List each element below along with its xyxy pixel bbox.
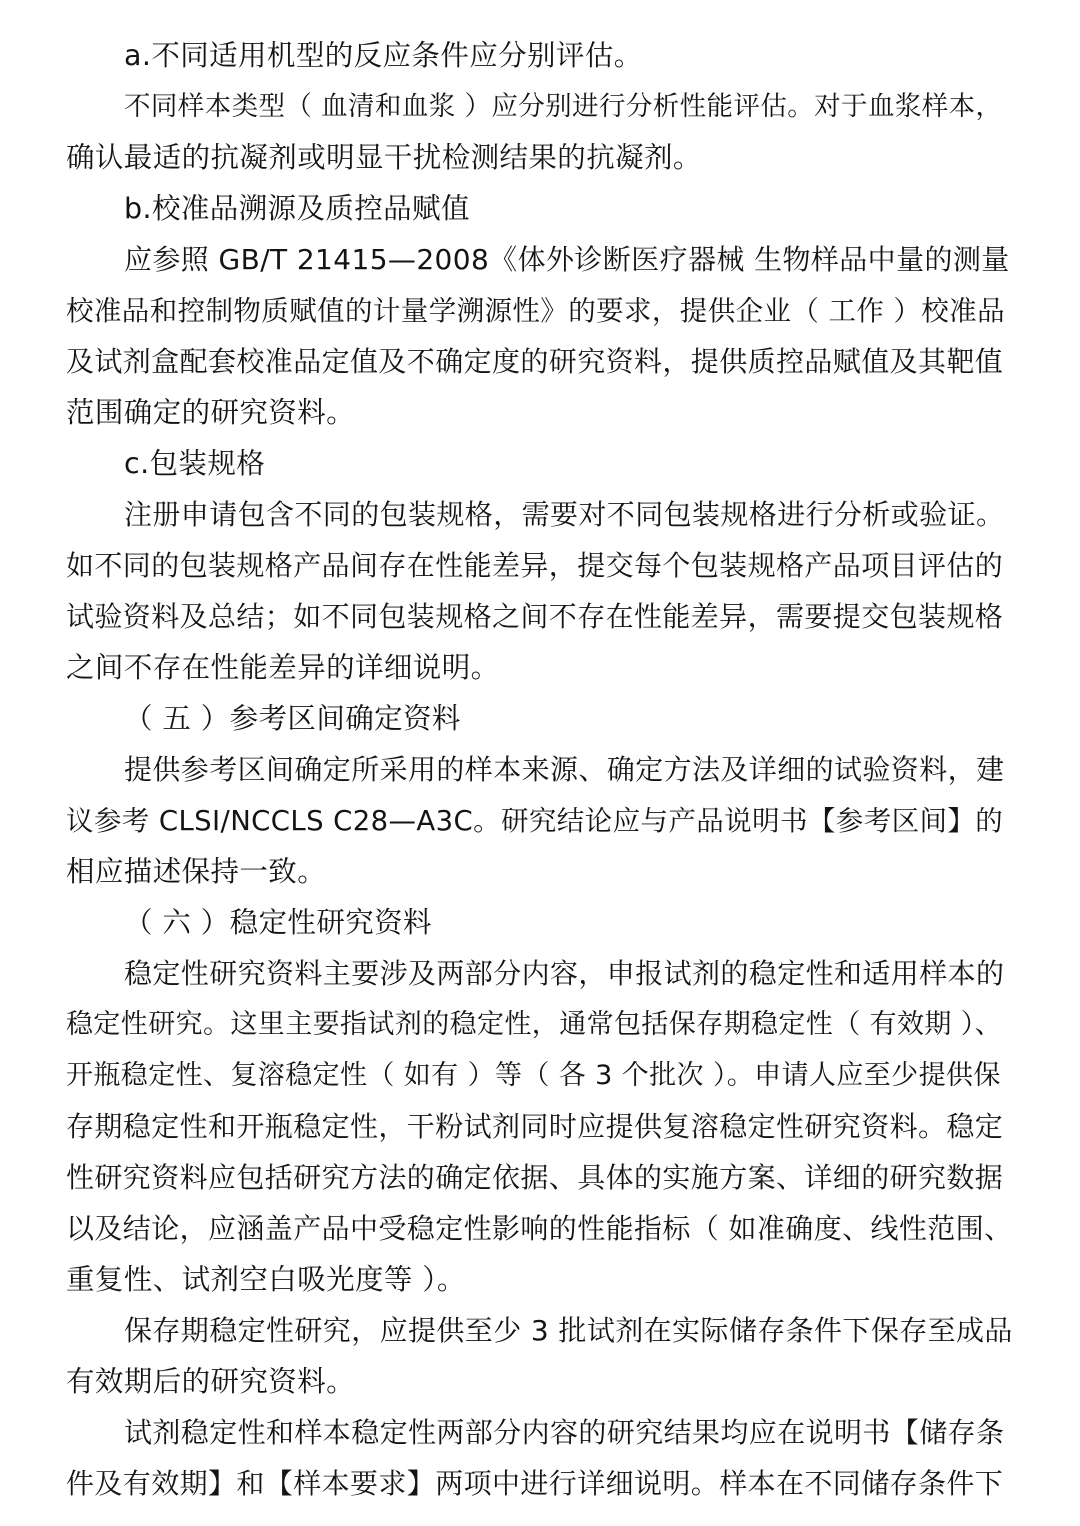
text-line: b.校准品溯源及质控品赋值: [124, 192, 470, 225]
text-line: 存期稳定性和开瓶稳定性，干粉试剂同时应提供复溶稳定性研究资料。稳定: [66, 1110, 1004, 1143]
text-line: 确认最适的抗凝剂或明显干扰检测结果的抗凝剂。: [66, 141, 702, 174]
text-line: 性研究资料应包括研究方法的确定依据、具体的实施方案、详细的研究数据: [66, 1161, 1004, 1194]
text-line: 注册申请包含不同的包装规格，需要对不同包装规格进行分析或验证。: [124, 498, 1005, 531]
text-line: （ 六 ）稳定性研究资料: [124, 906, 432, 939]
text-line: 相应描述保持一致。: [66, 855, 327, 888]
text-line: 保存期稳定性研究，应提供至少 3 批试剂在实际储存条件下保存至成品: [124, 1314, 1013, 1347]
text-line: 如不同的包装规格产品间存在性能差异，提交每个包装规格产品项目评估的: [66, 549, 1004, 582]
text-line: 稳定性研究资料主要涉及两部分内容，申报试剂的稳定性和适用样本的: [124, 957, 1005, 990]
text-line: 应参照 GB/T 21415—2008《体外诊断医疗器械 生物样品中量的测量: [124, 243, 1010, 276]
text-line: 稳定性研究。这里主要指试剂的稳定性，通常包括保存期稳定性（ 有效期 ）、: [66, 1009, 1003, 1040]
text-line: 开瓶稳定性、复溶稳定性（ 如有 ）等（ 各 3 个批次 ）。申请人应至少提供保: [66, 1060, 1001, 1091]
text-line: 试剂稳定性和样本稳定性两部分内容的研究结果均应在说明书【储存条: [124, 1416, 1005, 1449]
text-line: a.不同适用机型的反应条件应分别评估。: [124, 39, 643, 72]
text-line: 有效期后的研究资料。: [66, 1365, 356, 1398]
text-line: 试验资料及总结；如不同包装规格之间不存在性能差异，需要提交包装规格: [66, 600, 1004, 633]
text-line: 提供参考区间确定所采用的样本来源、确定方法及详细的试验资料，建: [124, 753, 1005, 786]
text-line: 以及结论，应涵盖产品中受稳定性影响的性能指标（ 如准确度、线性范围、: [66, 1212, 1013, 1245]
text-line: c.包装规格: [124, 447, 266, 480]
text-line: 件及有效期】和【样本要求】两项中进行详细说明。样本在不同储存条件下: [66, 1467, 1004, 1500]
text-line: 范围确定的研究资料。: [66, 396, 356, 429]
text-line: 不同样本类型（ 血清和血浆 ）应分别进行分析性能评估。对于血浆样本，: [124, 91, 1003, 122]
text-line: 校准品和控制物质赋值的计量学溯源性》的要求，提供企业（ 工作 ）校准品: [66, 295, 1005, 327]
text-line: 议参考 CLSI/NCCLS C28—A3C。研究结论应与产品说明书【参考区间】的: [66, 805, 1004, 837]
text-line: 重复性、试剂空白吸光度等 ）。: [66, 1263, 466, 1296]
text-line: （ 五 ）参考区间确定资料: [124, 702, 461, 735]
text-line: 及试剂盒配套校准品定值及不确定度的研究资料，提供质控品赋值及其靶值: [66, 345, 1004, 378]
text-line: 之间不存在性能差异的详细说明。: [66, 651, 500, 684]
